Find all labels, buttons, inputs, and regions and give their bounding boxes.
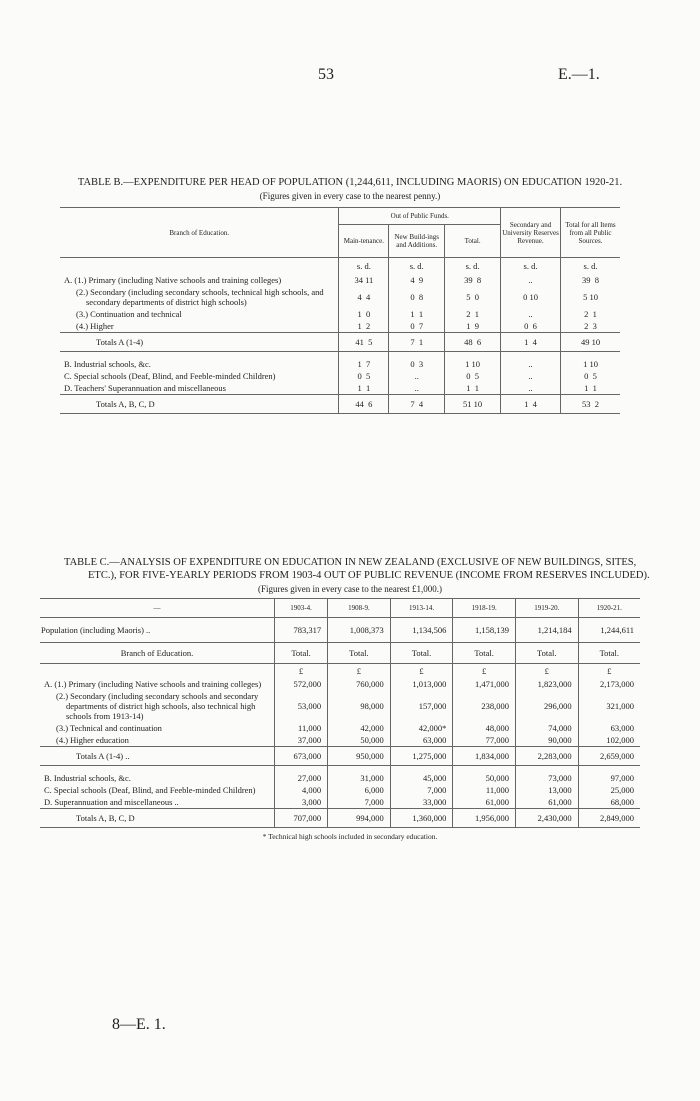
cell-value: 2,849,000 <box>578 809 640 828</box>
cell-value: 31,000 <box>328 772 391 784</box>
cell-value: 13,000 <box>515 784 578 796</box>
header-branch: Branch of Education. <box>169 228 230 237</box>
currency-label: £ <box>328 664 391 679</box>
table-c-section <box>40 556 660 841</box>
row-label: (4.) Higher <box>76 321 114 331</box>
header-maintenance: Main-tenance. <box>339 225 389 258</box>
population-row <box>40 618 640 643</box>
cell-value: 50,000 <box>328 734 391 747</box>
table-row <box>40 772 640 784</box>
table-row <box>40 722 640 734</box>
row-label: Totals A (1-4) <box>96 337 144 347</box>
cell-value: 6,000 <box>328 784 391 796</box>
cell-value: 63,000 <box>578 722 640 734</box>
header-new-buildings: New Build-ings and Additions. <box>389 225 445 258</box>
cell-all: 1 10 <box>561 358 621 370</box>
cell-value: 37,000 <box>275 734 328 747</box>
currency-row <box>40 664 640 679</box>
cell-value: 45,000 <box>390 772 453 784</box>
row-label: D. Superannuation and miscellaneous .. <box>44 797 179 807</box>
cell-all: 53 2 <box>561 395 621 414</box>
cell-value: 572,000 <box>275 678 328 690</box>
cell-all: 49 10 <box>561 333 621 352</box>
cell-total: 0 5 <box>445 370 501 382</box>
header-secondary-reserves: Secondary and University Reserves Revenue. <box>501 208 561 258</box>
year-header: 1913-14. <box>390 599 453 618</box>
cell-maint: 4 4 <box>339 286 389 308</box>
row-label: Totals A, B, C, D <box>76 813 135 823</box>
cell-newb: .. <box>389 370 445 382</box>
cell-value: 68,000 <box>578 796 640 809</box>
cell-all: 0 5 <box>561 370 621 382</box>
cell-value: 42,000* <box>390 722 453 734</box>
cell-total: 1 1 <box>445 382 501 395</box>
currency-label: £ <box>390 664 453 679</box>
cell-sec: 1 4 <box>501 395 561 414</box>
row-label: A. (1.) Primary (including Native schools and training colleges) <box>44 679 262 689</box>
population-value: 1,244,611 <box>578 618 640 643</box>
cell-newb: 4 9 <box>389 274 445 286</box>
units-label: s. d. <box>339 258 389 275</box>
totals-row <box>40 747 640 766</box>
cell-value: 296,000 <box>515 690 578 722</box>
cell-sec: 0 6 <box>501 320 561 333</box>
row-label: (2.) Secondary (including secondary schools and secondary departments of district high schools, also technical high schools from 1913-14) <box>56 691 259 721</box>
cell-value: 7,000 <box>328 796 391 809</box>
cell-value: 238,000 <box>453 690 516 722</box>
cell-maint: 44 6 <box>339 395 389 414</box>
year-header: 1920-21. <box>578 599 640 618</box>
cell-value: 2,659,000 <box>578 747 640 766</box>
currency-spacer <box>40 664 275 679</box>
cell-value: 1,471,000 <box>453 678 516 690</box>
cell-value: 1,823,000 <box>515 678 578 690</box>
cell-value: 673,000 <box>275 747 328 766</box>
branch-header-row <box>40 643 640 664</box>
cell-sec: 1 4 <box>501 333 561 352</box>
cell-value: 11,000 <box>275 722 328 734</box>
cell-value: 760,000 <box>328 678 391 690</box>
cell-newb: 0 3 <box>389 358 445 370</box>
cell-maint: 1 7 <box>339 358 389 370</box>
cell-value: 4,000 <box>275 784 328 796</box>
cell-sec: .. <box>501 358 561 370</box>
cell-total: 1 9 <box>445 320 501 333</box>
cell-value: 53,000 <box>275 690 328 722</box>
cell-maint: 0 5 <box>339 370 389 382</box>
cell-value: 1,275,000 <box>390 747 453 766</box>
population-value: 1,214,184 <box>515 618 578 643</box>
cell-value: 25,000 <box>578 784 640 796</box>
cell-all: 5 10 <box>561 286 621 308</box>
table-row <box>60 358 620 370</box>
cell-value: 950,000 <box>328 747 391 766</box>
table-row <box>60 382 620 395</box>
cell-value: 27,000 <box>275 772 328 784</box>
cell-maint: 1 2 <box>339 320 389 333</box>
table-c-subtitle: (Figures given in every case to the nearest £1,000.) <box>258 584 442 594</box>
page-footer: 8—E. 1. <box>112 1016 166 1033</box>
table-b <box>60 207 620 414</box>
cell-maint: 41 5 <box>339 333 389 352</box>
population-value: 1,008,373 <box>328 618 391 643</box>
cell-sec: .. <box>501 382 561 395</box>
cell-maint: 1 0 <box>339 308 389 320</box>
cell-value: 63,000 <box>390 734 453 747</box>
totals-row <box>40 809 640 828</box>
units-row <box>60 258 620 275</box>
row-label: Totals A (1-4) .. <box>76 751 130 761</box>
cell-value: 1,956,000 <box>453 809 516 828</box>
row-label: (3.) Technical and continuation <box>56 723 162 733</box>
cell-value: 42,000 <box>328 722 391 734</box>
cell-value: 1,360,000 <box>390 809 453 828</box>
cell-value: 61,000 <box>515 796 578 809</box>
total-header: Total. <box>275 643 328 664</box>
row-label: (3.) Continuation and technical <box>76 309 182 319</box>
population-value: 1,134,506 <box>390 618 453 643</box>
units-label: s. d. <box>445 258 501 275</box>
header-total: Total. <box>445 225 501 258</box>
year-header: 1918-19. <box>453 599 516 618</box>
row-label: (4.) Higher education <box>56 735 129 745</box>
table-row <box>40 678 640 690</box>
cell-newb: 7 4 <box>389 395 445 414</box>
total-header: Total. <box>515 643 578 664</box>
branch-label: Branch of Education. <box>120 648 194 658</box>
row-label: B. Industrial schools, &c. <box>44 773 131 783</box>
cell-newb: 1 1 <box>389 308 445 320</box>
cell-value: 50,000 <box>453 772 516 784</box>
cell-value: 61,000 <box>453 796 516 809</box>
cell-sec: .. <box>501 274 561 286</box>
population-label: Population (including Maoris) .. <box>41 625 151 635</box>
table-row <box>60 286 620 308</box>
table-c-footnote: * Technical high schools included in secondary education. <box>262 832 438 841</box>
row-label: (2.) Secondary (including secondary schools, technical high schools, and secondary departments of district high schools) <box>76 287 324 307</box>
currency-label: £ <box>515 664 578 679</box>
document-reference: E.—1. <box>558 66 600 83</box>
row-label: B. Industrial schools, &c. <box>64 359 151 369</box>
table-row <box>60 320 620 333</box>
totals-row <box>60 333 620 352</box>
cell-newb: .. <box>389 382 445 395</box>
header-total-all: Total for all Items from all Public Sources. <box>561 208 621 258</box>
cell-value: 994,000 <box>328 809 391 828</box>
currency-label: £ <box>578 664 640 679</box>
cell-value: 98,000 <box>328 690 391 722</box>
cell-value: 1,013,000 <box>390 678 453 690</box>
cell-total: 39 8 <box>445 274 501 286</box>
cell-total: 51 10 <box>445 395 501 414</box>
cell-maint: 1 1 <box>339 382 389 395</box>
total-header: Total. <box>578 643 640 664</box>
cell-value: 102,000 <box>578 734 640 747</box>
population-value: 1,158,139 <box>453 618 516 643</box>
table-row <box>40 734 640 747</box>
cell-all: 39 8 <box>561 274 621 286</box>
page-number: 53 <box>318 66 334 83</box>
row-label: C. Special schools (Deaf, Blind, and Feeble-minded Children) <box>64 371 276 381</box>
cell-value: 2,283,000 <box>515 747 578 766</box>
cell-value: 2,430,000 <box>515 809 578 828</box>
table-c <box>40 598 640 828</box>
cell-value: 707,000 <box>275 809 328 828</box>
units-label: s. d. <box>561 258 621 275</box>
table-b-title: TABLE B.—EXPENDITURE PER HEAD OF POPULATION (1,244,611, INCLUDING MAORIS) ON EDUCATION 1920-21. <box>77 177 623 188</box>
cell-total: 2 1 <box>445 308 501 320</box>
cell-all: 1 1 <box>561 382 621 395</box>
total-header: Total. <box>453 643 516 664</box>
row-label: Totals A, B, C, D <box>96 399 155 409</box>
cell-newb: 7 1 <box>389 333 445 352</box>
table-b-section <box>40 176 660 414</box>
cell-value: 77,000 <box>453 734 516 747</box>
cell-sec: 0 10 <box>501 286 561 308</box>
cell-value: 48,000 <box>453 722 516 734</box>
table-row <box>40 784 640 796</box>
header-out-of-public-funds: Out of Public Funds. <box>339 208 501 225</box>
table-row <box>60 370 620 382</box>
currency-label: £ <box>275 664 328 679</box>
cell-sec: .. <box>501 370 561 382</box>
table-b-subtitle: (Figures given in every case to the nearest penny.) <box>259 191 441 201</box>
table-row <box>60 274 620 286</box>
cell-value: 7,000 <box>390 784 453 796</box>
units-label: s. d. <box>389 258 445 275</box>
table-row <box>40 690 640 722</box>
cell-value: 11,000 <box>453 784 516 796</box>
row-label: D. Teachers' Superannuation and miscellaneous <box>64 383 226 393</box>
cell-value: 90,000 <box>515 734 578 747</box>
total-header: Total. <box>328 643 391 664</box>
cell-value: 33,000 <box>390 796 453 809</box>
units-label: s. d. <box>501 258 561 275</box>
year-header: 1908-9. <box>328 599 391 618</box>
cell-total: 48 6 <box>445 333 501 352</box>
cell-value: 1,834,000 <box>453 747 516 766</box>
table-c-title: TABLE C.—ANALYSIS OF EXPENDITURE ON EDUCATION IN NEW ZEALAND (EXCLUSIVE OF NEW BUILDINGS, SITES, ETC.), FOR FIVE-YEARLY PERIODS FROM 1903-4 OUT OF PUBLIC REVENUE (INCOME FROM RESERVES INCLUDED). <box>64 557 650 581</box>
cell-value: 73,000 <box>515 772 578 784</box>
cell-value: 3,000 <box>275 796 328 809</box>
row-label: A. (1.) Primary (including Native schools and training colleges) <box>64 275 282 285</box>
row-label: C. Special schools (Deaf, Blind, and Feeble-minded Children) <box>44 785 256 795</box>
population-value: 783,317 <box>275 618 328 643</box>
cell-value: 321,000 <box>578 690 640 722</box>
cell-value: 157,000 <box>390 690 453 722</box>
table-row <box>40 796 640 809</box>
table-row <box>60 308 620 320</box>
cell-maint: 34 11 <box>339 274 389 286</box>
header-dash: — <box>153 604 161 612</box>
currency-label: £ <box>453 664 516 679</box>
year-header: 1919-20. <box>515 599 578 618</box>
cell-newb: 0 7 <box>389 320 445 333</box>
cell-total: 5 0 <box>445 286 501 308</box>
cell-total: 1 10 <box>445 358 501 370</box>
total-header: Total. <box>390 643 453 664</box>
cell-all: 2 1 <box>561 308 621 320</box>
cell-value: 74,000 <box>515 722 578 734</box>
cell-newb: 0 8 <box>389 286 445 308</box>
units-spacer <box>60 258 339 275</box>
year-header: 1903-4. <box>275 599 328 618</box>
cell-sec: .. <box>501 308 561 320</box>
totals-row <box>60 395 620 414</box>
cell-value: 97,000 <box>578 772 640 784</box>
cell-all: 2 3 <box>561 320 621 333</box>
cell-value: 2,173,000 <box>578 678 640 690</box>
